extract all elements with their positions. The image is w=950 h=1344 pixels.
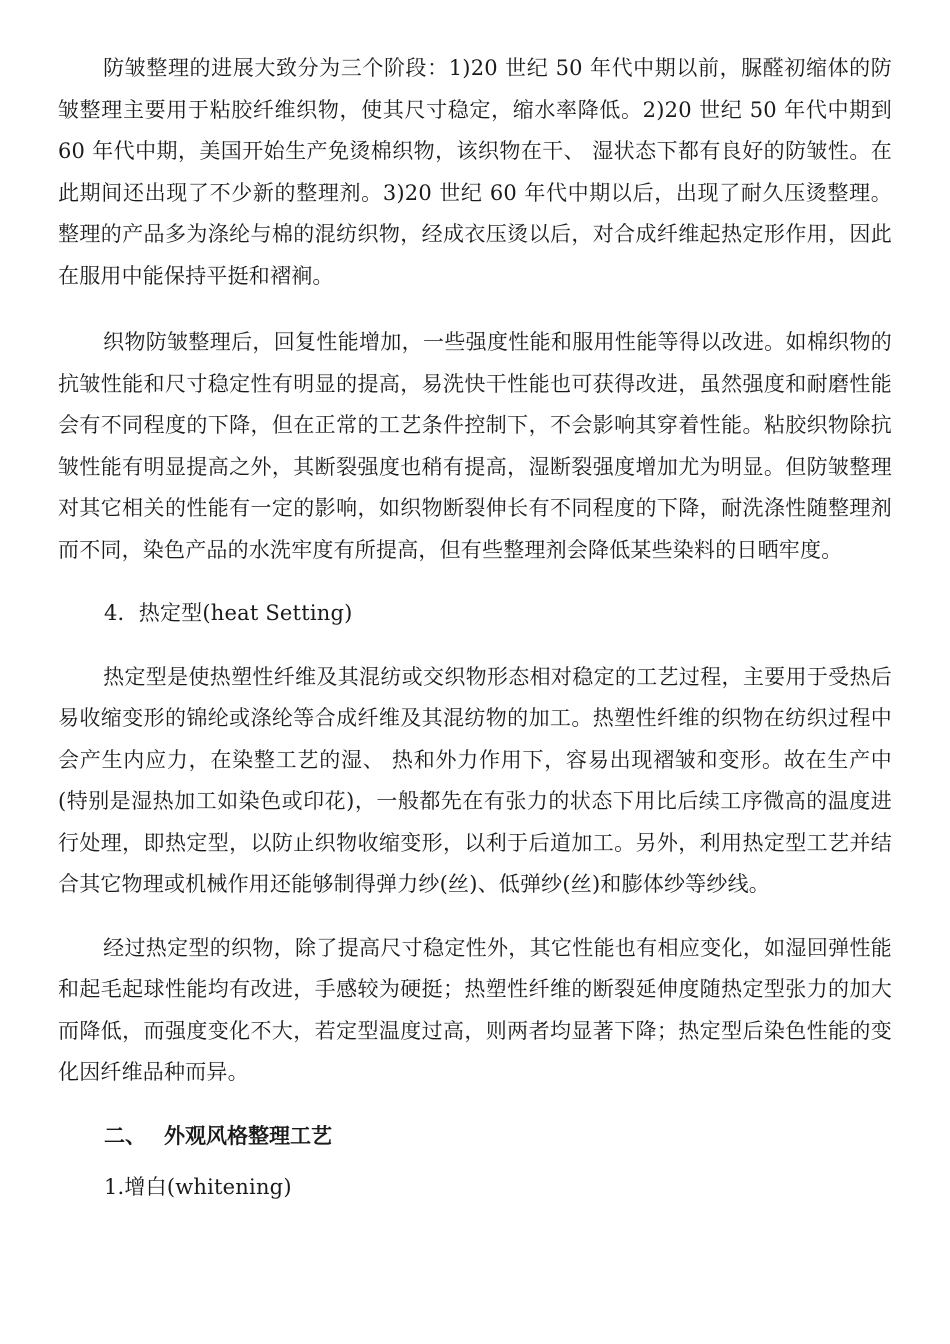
section-number: 二、 [104, 1123, 146, 1148]
document-page [58, 48, 892, 1209]
heading-whitening: 1.增白(whitening) [104, 1175, 292, 1199]
paragraph-crease-resist-history: 防皱整理的进展大致分为三个阶段：1)20 世纪 50 年代中期以前，脲醛初缩体的防皱整理主要用于粘胶纤维织物，使其尺寸稳定，缩水率降低。2)20 世纪 50 年代中期到 60 年代中期，美国开始生产免烫棉织物，该织物在干、 湿状态下都有良好的防皱性。在此期间还出现了不少新的整理剂。3)20 世纪 60 年代中期以后，出现了耐久压烫整理。整理的产品多为涤纶与棉的混纺织物，经成衣压烫以后，对合成纤维起热定形作用，因此在服用中能保持平挺和褶裥。 [58, 56, 892, 288]
section-title: 外观风格整理工艺 [164, 1123, 332, 1148]
heading-heat-setting: 4．热定型(heat Setting) [104, 601, 353, 625]
paragraph-heat-setting-effects: 经过热定型的织物，除了提高尺寸稳定性外，其它性能也有相应变化，如湿回弹性能和起毛起球性能均有改进，手感较为硬挺；热塑性纤维的断裂延伸度随热定型张力的加大而降低，而强度变化不大，若定型温度过高，则两者均显著下降；热定型后染色性能的变化因纤维品种而异。 [58, 935, 892, 1084]
paragraph-crease-resist-effects: 织物防皱整理后，回复性能增加，一些强度性能和服用性能等得以改进。如棉织物的抗皱性能和尺寸稳定性有明显的提高，易洗快干性能也可获得改进，虽然强度和耐磨性能会有不同程度的下降，但在正常的工艺条件控制下，不会影响其穿着性能。粘胶织物除抗皱性能有明显提高之外，其断裂强度也稍有提高，湿断裂强度增加尤为明显。但防皱整理对其它相关的性能有一定的影响，如织物断裂伸长有不同程度的下降，耐洗涤性随整理剂而不同，染色产品的水洗牢度有所提高，但有些整理剂会降低某些染料的日晒牢度。 [58, 330, 892, 562]
paragraph-heat-setting-process: 热定型是使热塑性纤维及其混纺或交织物形态相对稳定的工艺过程，主要用于受热后易收缩变形的锦纶或涤纶等合成纤维及其混纺物的加工。热塑性纤维的织物在纺织过程中会产生内应力，在染整工艺的湿、 热和外力作用下，容易出现褶皱和变形。故在生产中(特别是湿热加工如染色或印花)，一般都先在有张力的状态下用比后续工序微高的温度进行处理，即热定型，以防止织物收缩变形，以利于后道加工。另外，利用热定型工艺并结合其它物理或机械作用还能够制得弹力纱(丝)、低弹纱(丝)和膨体纱等纱线。 [58, 664, 892, 896]
section-heading [58, 1116, 892, 1158]
